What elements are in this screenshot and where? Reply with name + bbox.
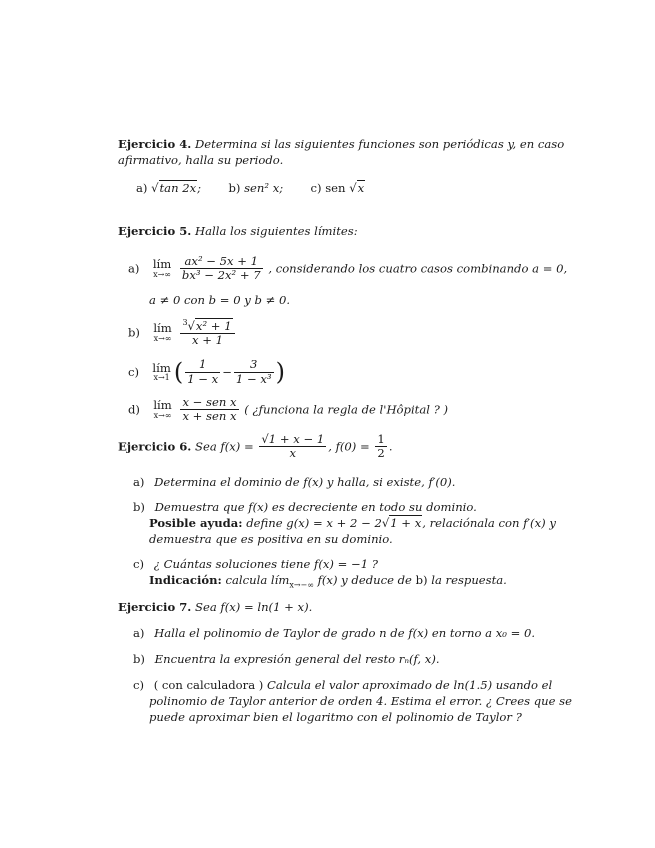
exercise-6-heading: Ejercicio 6. Sea f(x) = $\frac{√1 + x - 1}{x}$ , f(0) = $\frac{1}{2}$ . bbox=[118, 432, 393, 461]
punct: ; bbox=[197, 181, 202, 195]
item-label: b) bbox=[128, 325, 140, 340]
item-label: a) bbox=[133, 475, 145, 489]
exercise-statement: Determina si las siguientes funciones son periódicas y, en caso bbox=[195, 137, 565, 151]
item-b bbox=[133, 652, 440, 667]
exercise-4-heading bbox=[118, 137, 564, 152]
exercise-5-heading bbox=[118, 224, 358, 239]
item-text: Determina el dominio de f(x) y halla, si existe, f′(0). bbox=[154, 475, 456, 489]
item-text: Encuentra la expresión general del resto rₙ(f, x). bbox=[154, 652, 440, 666]
numerator-text: 1 + x − 1 bbox=[268, 432, 325, 446]
numerator: 3 bbox=[234, 358, 274, 372]
denominator: x + 1 bbox=[192, 333, 223, 348]
item-c-hint bbox=[149, 573, 507, 591]
radicand: 1 + x bbox=[390, 516, 422, 530]
limit-operator bbox=[153, 259, 171, 279]
limit-note: ( ¿funciona la regla de l'Hôpital ? ) bbox=[244, 402, 449, 417]
sqrt-icon: √ bbox=[151, 181, 159, 195]
function-value: , f(0) = bbox=[328, 439, 370, 454]
fraction bbox=[185, 358, 220, 386]
exercise-title: Ejercicio 7. bbox=[118, 600, 192, 614]
limit-operator bbox=[153, 400, 171, 420]
sqrt-icon: √ bbox=[261, 432, 269, 446]
item-c bbox=[133, 557, 378, 572]
numerator: x − sen x bbox=[182, 395, 237, 409]
fraction bbox=[180, 318, 234, 348]
sqrt-icon: √ bbox=[349, 181, 357, 195]
hint-label: Posible ayuda: bbox=[149, 516, 243, 530]
numerator: $^3$√x² + 1 bbox=[180, 318, 234, 334]
fraction bbox=[259, 433, 326, 461]
hint-text: define g(x) = x + 2 − 2 bbox=[246, 516, 382, 530]
denominator: 1 − x bbox=[187, 371, 219, 386]
exercise-title: Ejercicio 6. bbox=[118, 439, 192, 454]
exercise-title: Ejercicio 4. bbox=[118, 137, 192, 151]
paren-open: ( bbox=[173, 358, 184, 386]
item-c bbox=[133, 678, 552, 693]
hint-ref: b) bbox=[415, 573, 428, 587]
lim-sub: x→∞ bbox=[153, 410, 172, 420]
numerator: 1 bbox=[185, 358, 220, 372]
item-text: ¿ Cuántas soluciones tiene f(x) = −1 ? bbox=[153, 557, 378, 571]
denominator: 1 − x³ bbox=[235, 371, 272, 386]
hint-text: calcula lím bbox=[225, 573, 290, 587]
hint-label: Indicación: bbox=[149, 573, 222, 587]
item-label: b) bbox=[133, 652, 145, 666]
item-note: ( con calculadora ) bbox=[153, 678, 264, 692]
hint-text: la respuesta. bbox=[431, 573, 507, 587]
item-label: a) bbox=[128, 261, 140, 276]
limit-item-a bbox=[128, 255, 567, 283]
hint-text: f(x) y deduce de bbox=[317, 573, 412, 587]
hint-sub: x→−∞ bbox=[289, 580, 314, 590]
limit-note-cont: a ≠ 0 con b = 0 y b ≠ 0. bbox=[149, 293, 291, 307]
limit-note: , considerando los cuatro casos combinando a = 0, bbox=[268, 261, 568, 276]
exercise-4-items bbox=[136, 181, 365, 196]
item-text-cont: polinomio de Taylor anterior de orden 4. Estima el error. ¿ Crees que se bbox=[149, 694, 572, 708]
fraction bbox=[375, 433, 386, 461]
numerator: ax² − 5x + 1 bbox=[180, 255, 263, 269]
numerator bbox=[259, 433, 326, 447]
fraction bbox=[180, 255, 263, 283]
limit-item-d bbox=[128, 396, 448, 424]
item-label: c) bbox=[133, 678, 145, 692]
item-text-cont: puede aproximar bien el logaritmo con el polinomio de Taylor ? bbox=[149, 710, 522, 724]
math-expr: sen² x; bbox=[244, 181, 284, 195]
item-b-hint bbox=[149, 516, 556, 531]
hint-text: , relaciónala con f′(x) y bbox=[422, 516, 556, 530]
item-label: c) bbox=[310, 181, 322, 195]
lim-word: lím bbox=[153, 398, 172, 413]
item-text: Halla el polinomio de Taylor de grado n de f(x) en torno a x₀ = 0. bbox=[154, 626, 536, 640]
math-expr: x bbox=[357, 181, 365, 195]
sqrt-icon: √ bbox=[381, 516, 390, 530]
function-def: Sea f(x) = ln(1 + x). bbox=[195, 600, 313, 614]
numerator: 1 bbox=[377, 432, 385, 446]
paren-close: ) bbox=[275, 358, 285, 386]
exercise-7-heading bbox=[118, 600, 312, 615]
limit-operator bbox=[153, 323, 171, 343]
limit-operator bbox=[152, 360, 171, 383]
item-label: a) bbox=[133, 626, 145, 640]
fraction bbox=[234, 358, 274, 386]
item-label: c) bbox=[133, 557, 145, 571]
item-text: Demuestra que f(x) es decreciente en todo su dominio. bbox=[154, 500, 477, 514]
item-a bbox=[133, 626, 535, 641]
function-def: Sea f(x) = bbox=[195, 439, 254, 454]
item-label: a) bbox=[136, 181, 148, 195]
denominator: x bbox=[289, 446, 297, 461]
limit-item-b bbox=[128, 318, 237, 348]
exercise-statement-cont: afirmativo, halla su periodo. bbox=[118, 153, 284, 167]
fraction bbox=[180, 396, 238, 424]
item-b bbox=[133, 500, 477, 515]
lim-word: lím bbox=[152, 360, 171, 375]
lim-sub: x→1 bbox=[153, 373, 170, 383]
exercise-statement: Halla los siguientes límites: bbox=[195, 224, 358, 238]
item-label: c) bbox=[128, 365, 140, 380]
item-text: Calcula el valor aproximado de ln(1.5) usando el bbox=[267, 678, 553, 692]
limit-item-c: c) lím x→1 ( $\frac{1}{1 - x}$ − $\frac{3}{\text{1 − x³}}$ ) bbox=[128, 357, 285, 386]
radicand: x² + 1 bbox=[195, 318, 232, 333]
item-label: b) bbox=[133, 500, 145, 514]
item-a bbox=[133, 475, 455, 490]
lim-word: lím bbox=[153, 321, 172, 336]
item-label: b) bbox=[228, 181, 241, 195]
sqrt-icon: √ bbox=[187, 318, 195, 333]
denominator: x + sen x bbox=[182, 409, 237, 424]
denominator: 2 bbox=[377, 446, 385, 461]
exercise-title: Ejercicio 5. bbox=[118, 224, 192, 238]
denominator: bx³ − 2x² + 7 bbox=[181, 268, 261, 283]
lim-sub: x→∞ bbox=[153, 333, 172, 343]
math-expr: tan 2x bbox=[159, 181, 197, 195]
math-fn: sen bbox=[325, 181, 346, 195]
item-b-hint-cont: demuestra que es positiva en su dominio. bbox=[149, 532, 393, 546]
lim-word: lím bbox=[152, 257, 172, 272]
lim-sub: x→∞ bbox=[153, 269, 171, 279]
item-label: d) bbox=[128, 402, 140, 417]
